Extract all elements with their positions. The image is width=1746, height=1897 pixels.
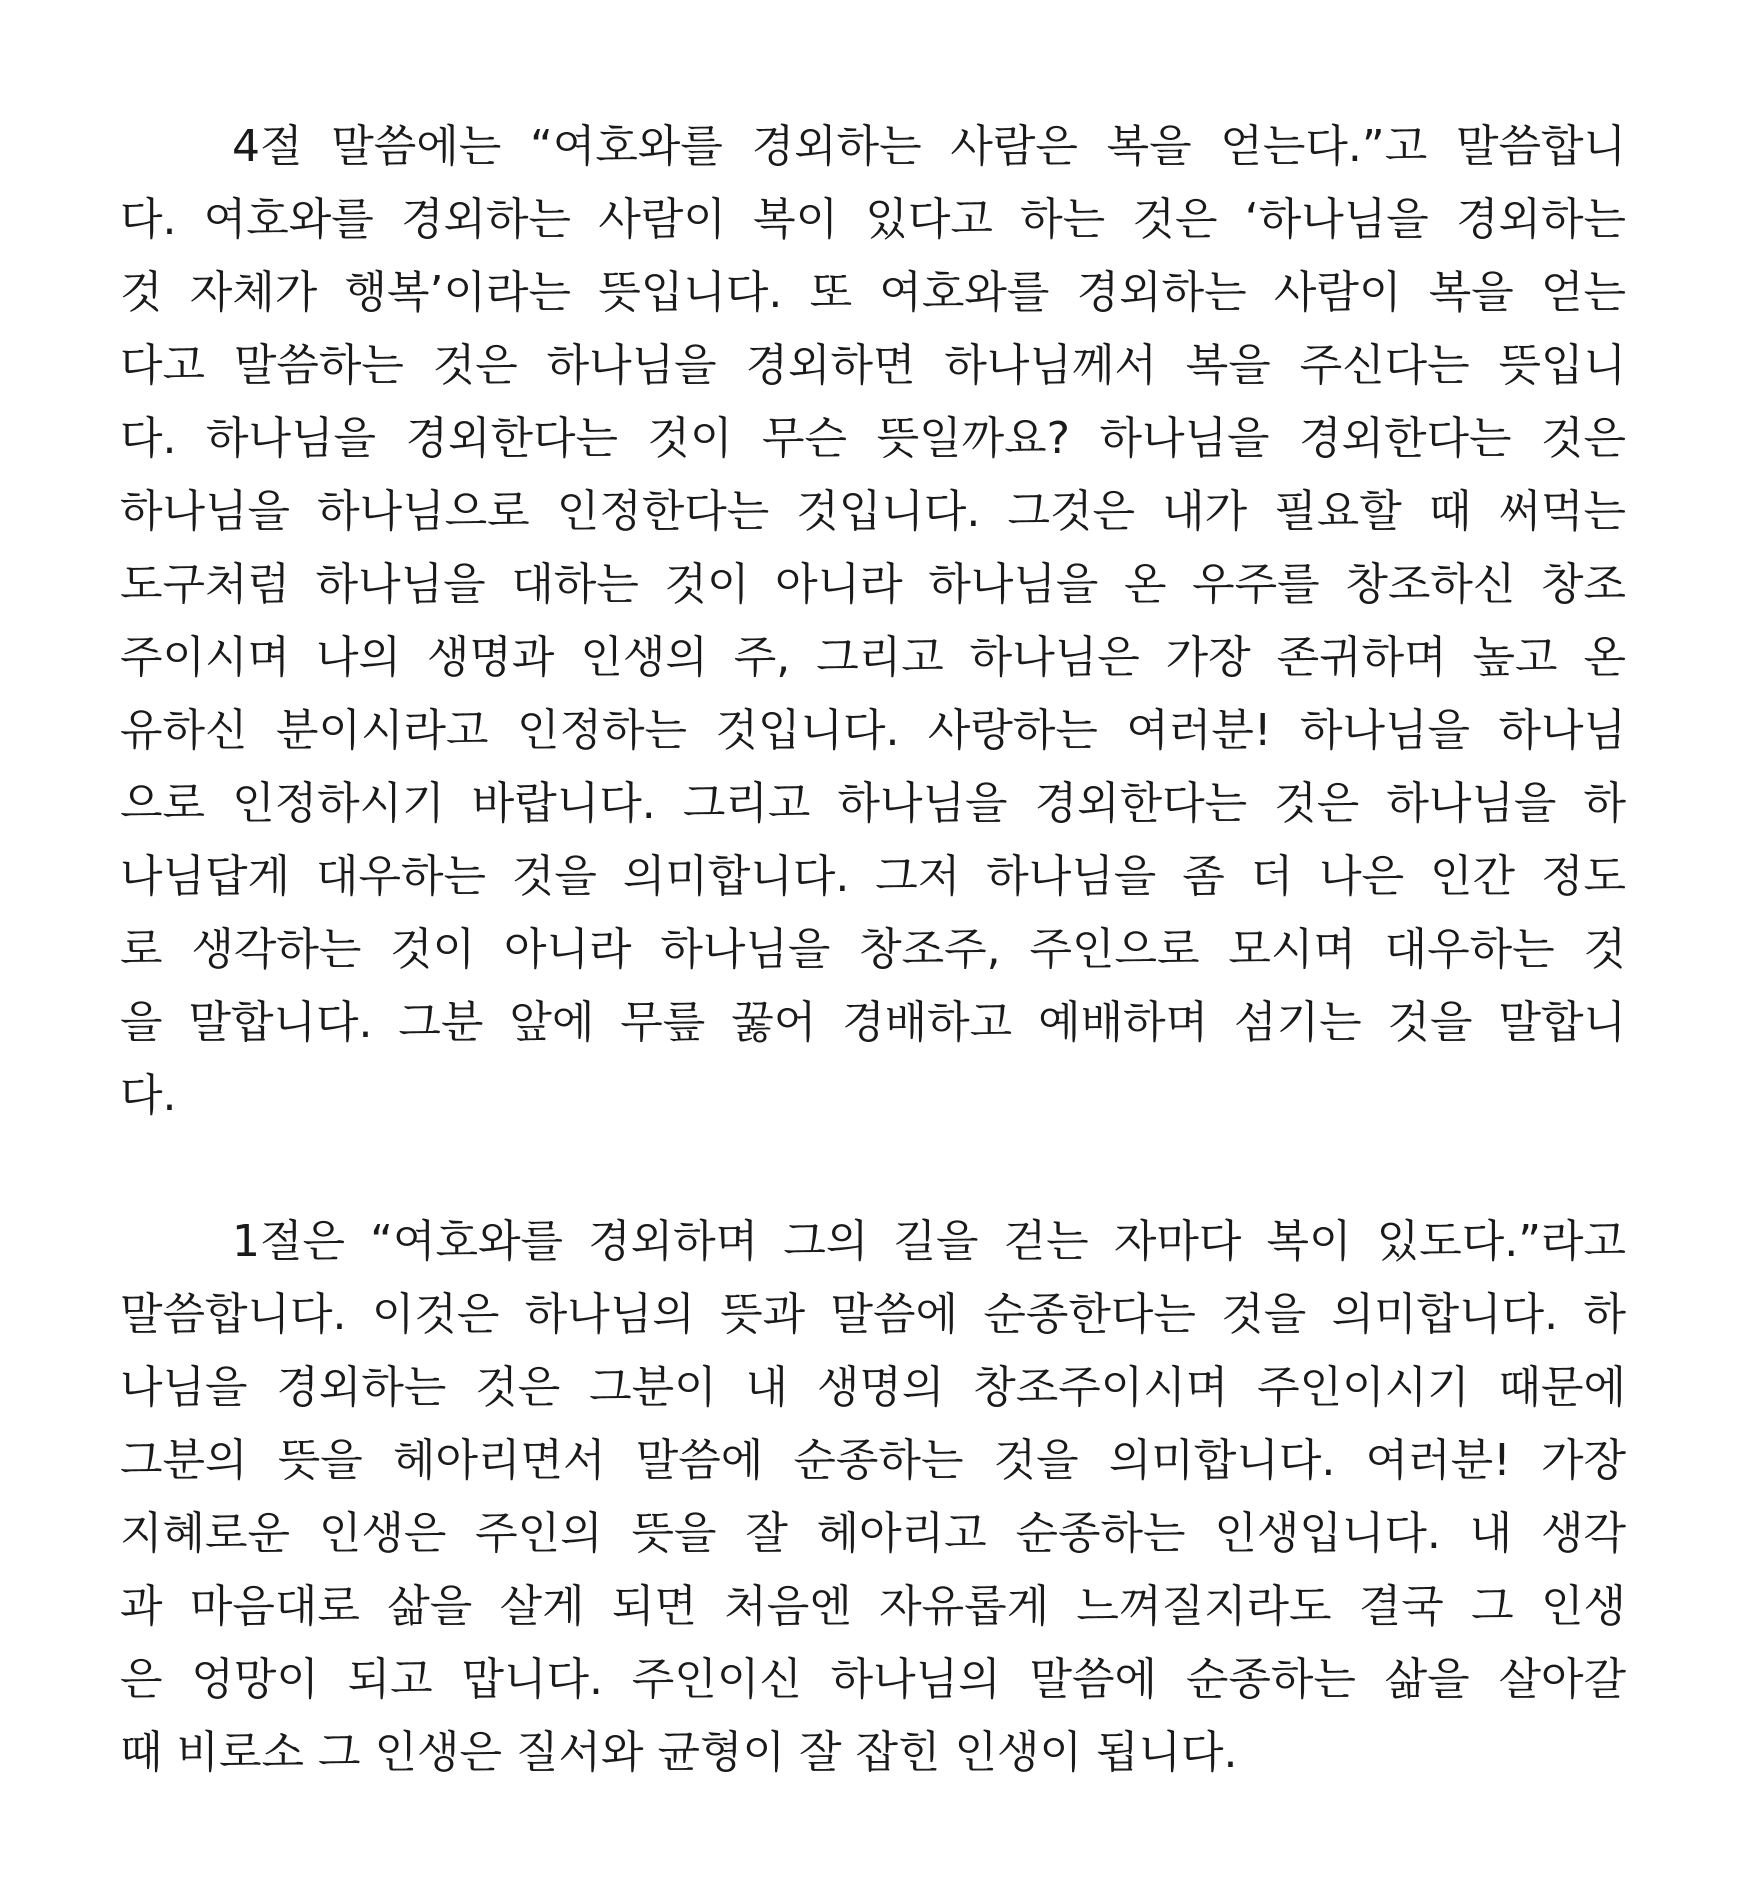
text-line: 과 마음대로 삶을 살게 되면 처음엔 자유롭게 느껴질지라도 결국 그 인생 [120, 1581, 1626, 1632]
paragraph-gap [120, 1132, 1626, 1205]
text-line: 다. 여호와를 경외하는 사람이 복이 있다고 하는 것은 ‘하나님을 경외하는 [120, 194, 1626, 245]
text-line: 은 엉망이 되고 맙니다. 주인이신 하나님의 말씀에 순종하는 삶을 살아갈 [120, 1654, 1626, 1705]
document-page [120, 110, 1626, 1789]
text-line: 다고 말씀하는 것은 하나님을 경외하면 하나님께서 복을 주신다는 뜻입니 [120, 340, 1626, 391]
text-line: 4절 말씀에는 “여호와를 경외하는 사람은 복을 얻는다.”고 말씀합니 [232, 121, 1626, 172]
text-line: 그분의 뜻을 헤아리면서 말씀에 순종하는 것을 의미합니다. 여러분! 가장 [120, 1435, 1626, 1486]
text-line: 때 비로소 그 인생은 질서와 균형이 잘 잡힌 인생이 됩니다. [120, 1727, 1238, 1778]
text-line: 것 자체가 행복’이라는 뜻입니다. 또 여호와를 경외하는 사람이 복을 얻는 [120, 267, 1626, 318]
text-line: 하나님을 하나님으로 인정한다는 것입니다. 그것은 내가 필요할 때 써먹는 [120, 486, 1626, 537]
text-line: 다. 하나님을 경외한다는 것이 무슨 뜻일까요? 하나님을 경외한다는 것은 [120, 413, 1626, 464]
text-line: 지혜로운 인생은 주인의 뜻을 잘 헤아리고 순종하는 인생입니다. 내 생각 [120, 1508, 1626, 1559]
text-line: 으로 인정하시기 바랍니다. 그리고 하나님을 경외한다는 것은 하나님을 하 [120, 778, 1626, 829]
text-line: 유하신 분이시라고 인정하는 것입니다. 사랑하는 여러분! 하나님을 하나님 [120, 705, 1626, 756]
text-line: 1절은 “여호와를 경외하며 그의 길을 걷는 자마다 복이 있도다.”라고 [232, 1216, 1626, 1267]
text-line: 나님답게 대우하는 것을 의미합니다. 그저 하나님을 좀 더 나은 인간 정도 [120, 851, 1626, 902]
text-line: 나님을 경외하는 것은 그분이 내 생명의 창조주이시며 주인이시기 때문에 [120, 1362, 1626, 1413]
text-line: 을 말합니다. 그분 앞에 무릎 꿇어 경배하고 예배하며 섬기는 것을 말합니 [120, 997, 1626, 1048]
paragraph-verse-1 [120, 1205, 1626, 1789]
text-line: 도구처럼 하나님을 대하는 것이 아니라 하나님을 온 우주를 창조하신 창조 [120, 559, 1626, 610]
paragraph-verse-4 [120, 110, 1626, 1132]
text-line: 로 생각하는 것이 아니라 하나님을 창조주, 주인으로 모시며 대우하는 것 [120, 924, 1626, 975]
text-line: 주이시며 나의 생명과 인생의 주, 그리고 하나님은 가장 존귀하며 높고 온 [120, 632, 1626, 683]
text-line: 말씀합니다. 이것은 하나님의 뜻과 말씀에 순종한다는 것을 의미합니다. 하 [120, 1289, 1626, 1340]
text-line: 다. [120, 1070, 177, 1121]
